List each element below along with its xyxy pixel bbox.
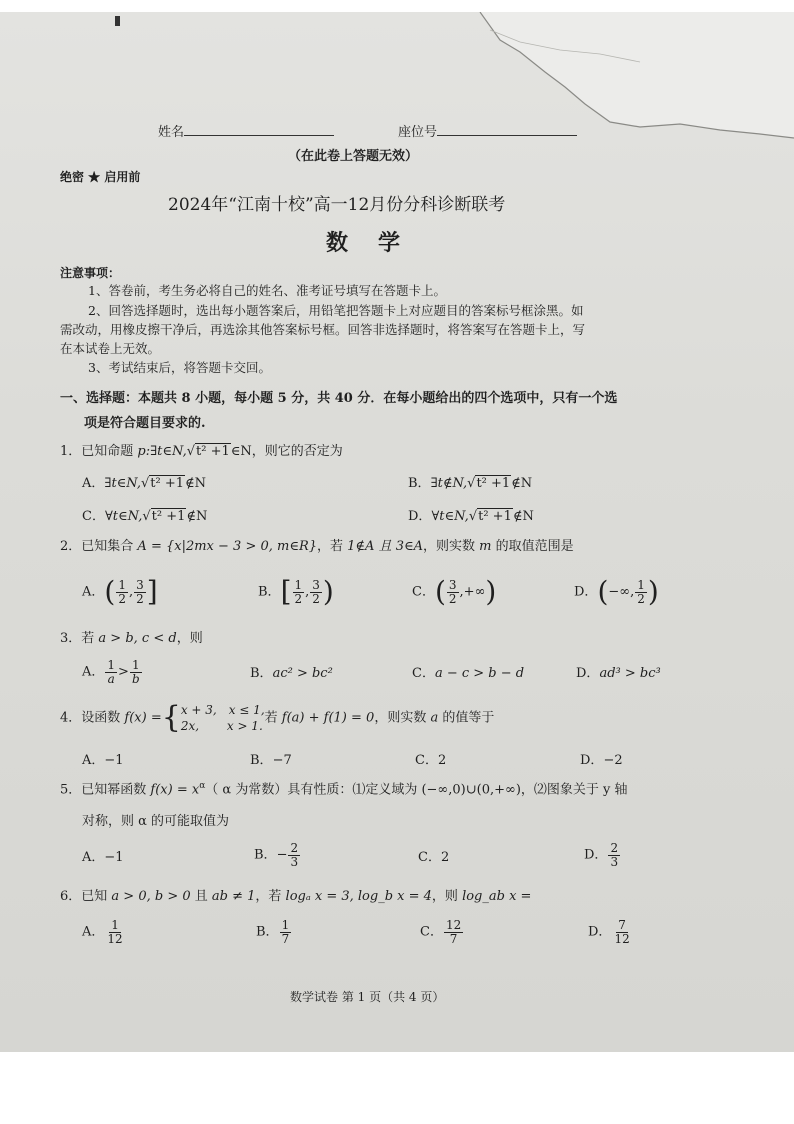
stem-text: ，则 (176, 631, 203, 646)
fraction: $\frac{1}{12}$ (107, 918, 123, 946)
q4-option-c (415, 753, 446, 769)
option-label: A． (82, 476, 105, 491)
option-label: B． (250, 666, 273, 681)
option-label: A． (82, 584, 105, 600)
fraction: $\frac{1}{2}$ (118, 577, 126, 606)
option-label: C． (418, 850, 441, 865)
option-math: ∀t∈N, (431, 509, 469, 524)
option-math: a − c > b − d (434, 666, 525, 681)
note-item-2: 2、回答选择题时，选出每小题答案后，用铅笔把答题卡上对应题目的答案标号框涂黑。如 (88, 303, 584, 318)
page-footer: 数学试卷 第 1 页（共 4 页） (290, 990, 445, 1004)
stem-math: (−∞,0)∪(0,+∞) (421, 782, 521, 798)
option-label: B． (408, 476, 431, 491)
option-math: ∃t∉N, (430, 476, 468, 491)
invalid-note: （在此卷上答题无效） (288, 149, 419, 164)
option-label: D． (588, 924, 612, 940)
q4-option-a (82, 753, 124, 769)
question-5-stem-cont: 对称，则 α 的可能取值为 (82, 814, 230, 829)
q1-option-d: D．∀t∈N,√t² +1∉N (408, 509, 534, 524)
note-item-2-cont: 需改动，用橡皮擦干净后，再选涂其他答案标号框。回答非选择题时，将答案写在答题卡上，写 (60, 322, 586, 337)
option-value: −1 (104, 753, 124, 768)
stem-text: 若 (81, 631, 99, 646)
option-label: A． (82, 924, 105, 940)
radicand: t² +1 (151, 509, 186, 524)
q5-option-d (584, 842, 621, 868)
question-3-stem (60, 631, 203, 647)
option-label: A． (82, 850, 105, 865)
interval-bracket: ( (434, 575, 446, 608)
stem-math: A = {x|2mx − 3 > 0, m∈R} (137, 539, 318, 554)
radicand: t² +1 (196, 444, 230, 459)
option-label: C． (82, 509, 105, 524)
question-5-stem (60, 781, 628, 798)
fraction: $\frac{1}{2}$ (637, 577, 645, 606)
option-label: B． (256, 924, 279, 940)
q5-option-c (418, 850, 449, 866)
fraction: $\frac{1}{2}$ (294, 577, 303, 606)
stem-math: logₐ x = 3, log_b x = 4 (285, 889, 432, 904)
fraction: $\frac{7}{12}$ (614, 918, 630, 946)
fraction: $\frac{1}{7}$ (281, 918, 290, 946)
stem-text: 的值等于 (438, 710, 495, 726)
q6-option-c (420, 919, 464, 945)
q5-option-a (82, 850, 124, 866)
seat-blank (437, 135, 577, 136)
stem-text: 且 (190, 889, 212, 904)
radicand: t² +1 (476, 476, 511, 491)
stem-text: ，则它的否定为 (251, 444, 343, 459)
option-label: A． (82, 753, 105, 768)
option-math: ∉N (511, 476, 533, 491)
section-title: 一、选择题：本题共 8 小题，每小题 5 分，共 40 分．在每小题给出的四个选项中，只有一个选 (60, 391, 618, 406)
stem-text: 已知 (81, 889, 112, 904)
stem-text: ，⑵图象关于 y 轴 (520, 782, 628, 798)
option-math: ∀t∈N, (104, 509, 143, 524)
q3-option-a (82, 659, 143, 685)
interval-bracket: ) (647, 575, 659, 608)
radicand: t² +1 (478, 509, 512, 524)
option-label: D． (584, 847, 608, 863)
question-number: 3． (60, 631, 82, 646)
q3-option-c (412, 666, 524, 682)
q3-option-d (576, 666, 661, 682)
torn-paper-edge (0, 12, 794, 152)
sign: − (276, 847, 288, 863)
option-label: B． (258, 584, 281, 600)
question-number: 2． (60, 539, 82, 554)
stem-text: ，若 (317, 539, 348, 554)
option-value: 2 (440, 850, 450, 865)
interval-bound: −∞ (608, 584, 631, 600)
question-number: 6． (60, 889, 82, 904)
fraction: $\frac{3}{2}$ (136, 577, 144, 606)
stem-text: ，则实数 (374, 710, 431, 726)
option-math: ad³ > bc³ (599, 666, 661, 681)
q1-option-b: B．∃t∉N,√t² +1∉N (408, 476, 533, 491)
stem-math: ab ≠ 1 (211, 889, 256, 904)
note-item-2-end: 在本试卷上无效。 (60, 341, 161, 356)
stem-math: p:∃t∈N, (137, 444, 187, 459)
stem-text: 若 (264, 710, 282, 726)
stem-text: ，则 (431, 889, 463, 904)
q4-option-b (250, 753, 292, 769)
operator: > (118, 664, 129, 680)
stem-math: a > 0, b > 0 (111, 889, 191, 904)
fraction: $\frac{3}{2}$ (312, 577, 320, 606)
stem-math: ∈N (230, 444, 252, 459)
option-label: D． (574, 584, 598, 600)
option-label: C． (415, 753, 438, 768)
secret-label: 绝密 ★ 启用前 (60, 170, 141, 184)
option-label: C． (412, 666, 435, 681)
q2-option-a: A．( $\frac{1}{2}$ , $\frac{3}{2}$ ] (82, 575, 158, 608)
interval-bracket: ( (597, 575, 609, 608)
interval-bracket: ) (485, 575, 497, 608)
subject-title: 数 学 (326, 230, 405, 256)
fraction: $\frac{12}{7}$ (445, 918, 462, 946)
fraction: $\frac{2}{3}$ (290, 841, 299, 869)
option-math: ac² > bc² (272, 666, 333, 681)
q2-option-b: B．[ $\frac{1}{2}$ , $\frac{3}{2}$ ) (258, 575, 334, 608)
stem-math: f(x) = (124, 710, 162, 726)
option-math: ∉N (185, 476, 206, 491)
q4-option-d (580, 753, 623, 769)
interval-bracket: ] (146, 575, 158, 608)
q2-option-d: D．(−∞, $\frac{1}{2}$ ) (574, 575, 659, 608)
interval-bracket: ) (322, 575, 334, 608)
corner-mark (115, 16, 120, 26)
option-math: ∃t∈N, (104, 476, 141, 491)
question-2-stem (60, 539, 574, 555)
fraction: $\frac{1}{b}$ (131, 658, 140, 686)
option-label: D． (576, 666, 600, 681)
piecewise-cases (181, 702, 265, 734)
stem-math: m (479, 539, 492, 554)
question-6-stem (60, 889, 531, 905)
q6-option-d (588, 919, 633, 945)
exam-title: 2024年“江南十校”高一12月份分科诊断联考 (168, 195, 506, 215)
q1-option-c: C．∀t∈N,√t² +1∉N (82, 509, 208, 524)
notes-title: 注意事项： (60, 266, 121, 280)
stem-text: ，若 (255, 889, 286, 904)
interval-bound: +∞ (463, 584, 486, 600)
option-math: ∉N (186, 509, 208, 524)
q1-option-a: A．∃t∈N,√t² +1∉N (82, 476, 206, 491)
stem-text: ，则实数 (423, 539, 480, 554)
interval-bracket: ( (104, 575, 116, 608)
stem-text: 设函数 (81, 710, 125, 726)
question-number: 1． (60, 444, 82, 459)
stem-math: log_ab x = (462, 889, 532, 904)
name-label: 姓名 (158, 125, 185, 140)
fraction: $\frac{3}{2}$ (448, 577, 457, 606)
stem-text: 已知命题 (81, 444, 138, 459)
question-4-stem (60, 702, 494, 734)
option-math: ∉N (512, 509, 534, 524)
stem-math: a > b, c < d (98, 631, 177, 646)
stem-text: 已知幂函数 (81, 782, 151, 798)
q6-option-b (256, 919, 292, 945)
section-title-cont: 项是符合题目要求的. (84, 416, 206, 431)
stem-text: 的取值范围是 (491, 539, 574, 554)
torn-flap (480, 12, 794, 138)
option-value: −7 (272, 753, 292, 768)
q3-option-b (250, 666, 333, 682)
q6-option-a (82, 919, 126, 945)
question-number: 5． (60, 782, 82, 798)
stem-text: （ α 为常数）具有性质：⑴定义域为 (205, 782, 422, 798)
case-2: 2x, x > 1. (180, 719, 263, 734)
question-1-stem: 1．已知命题 p:∃t∈N,√t² +1∈N，则它的否定为 (60, 444, 343, 459)
exam-sheet (0, 12, 794, 1052)
option-label: B． (250, 753, 273, 768)
seat-field (398, 125, 577, 141)
stem-math: a (430, 710, 439, 726)
option-value: −1 (104, 850, 124, 865)
q2-option-c: C．( $\frac{3}{2}$ ,+∞) (412, 575, 497, 608)
option-value: −2 (603, 753, 623, 768)
fraction: $\frac{1}{a}$ (107, 658, 116, 686)
case-1: x + 3, x ≤ 1, (180, 703, 265, 717)
option-label: D． (408, 509, 432, 524)
option-label: C． (420, 924, 443, 940)
stem-math: 1∉A 且 3∈A (347, 539, 423, 554)
note-item-3: 3、考试结束后，将答题卡交回。 (88, 360, 271, 375)
option-label: A． (82, 664, 105, 680)
radicand: t² +1 (150, 476, 184, 491)
name-blank (184, 135, 334, 136)
stem-math: f(a) + f(1) = 0 (281, 710, 375, 726)
option-label: B． (254, 847, 277, 863)
q5-option-b (254, 842, 301, 868)
brace: { (161, 700, 181, 736)
question-number: 4． (60, 710, 82, 726)
name-field (158, 125, 334, 141)
option-label: C． (412, 584, 435, 600)
stem-text: 已知集合 (81, 539, 138, 554)
stem-math: f(x) = x (150, 782, 200, 798)
option-label: D． (580, 753, 604, 768)
interval-bracket: [ (280, 575, 292, 608)
option-value: 2 (437, 753, 447, 768)
exponent: α (199, 781, 206, 791)
note-item-1: 1、答卷前，考生务必将自己的姓名、准考证号填写在答题卡上。 (88, 283, 446, 298)
seat-label: 座位号 (398, 125, 438, 140)
fraction: $\frac{2}{3}$ (610, 841, 619, 869)
